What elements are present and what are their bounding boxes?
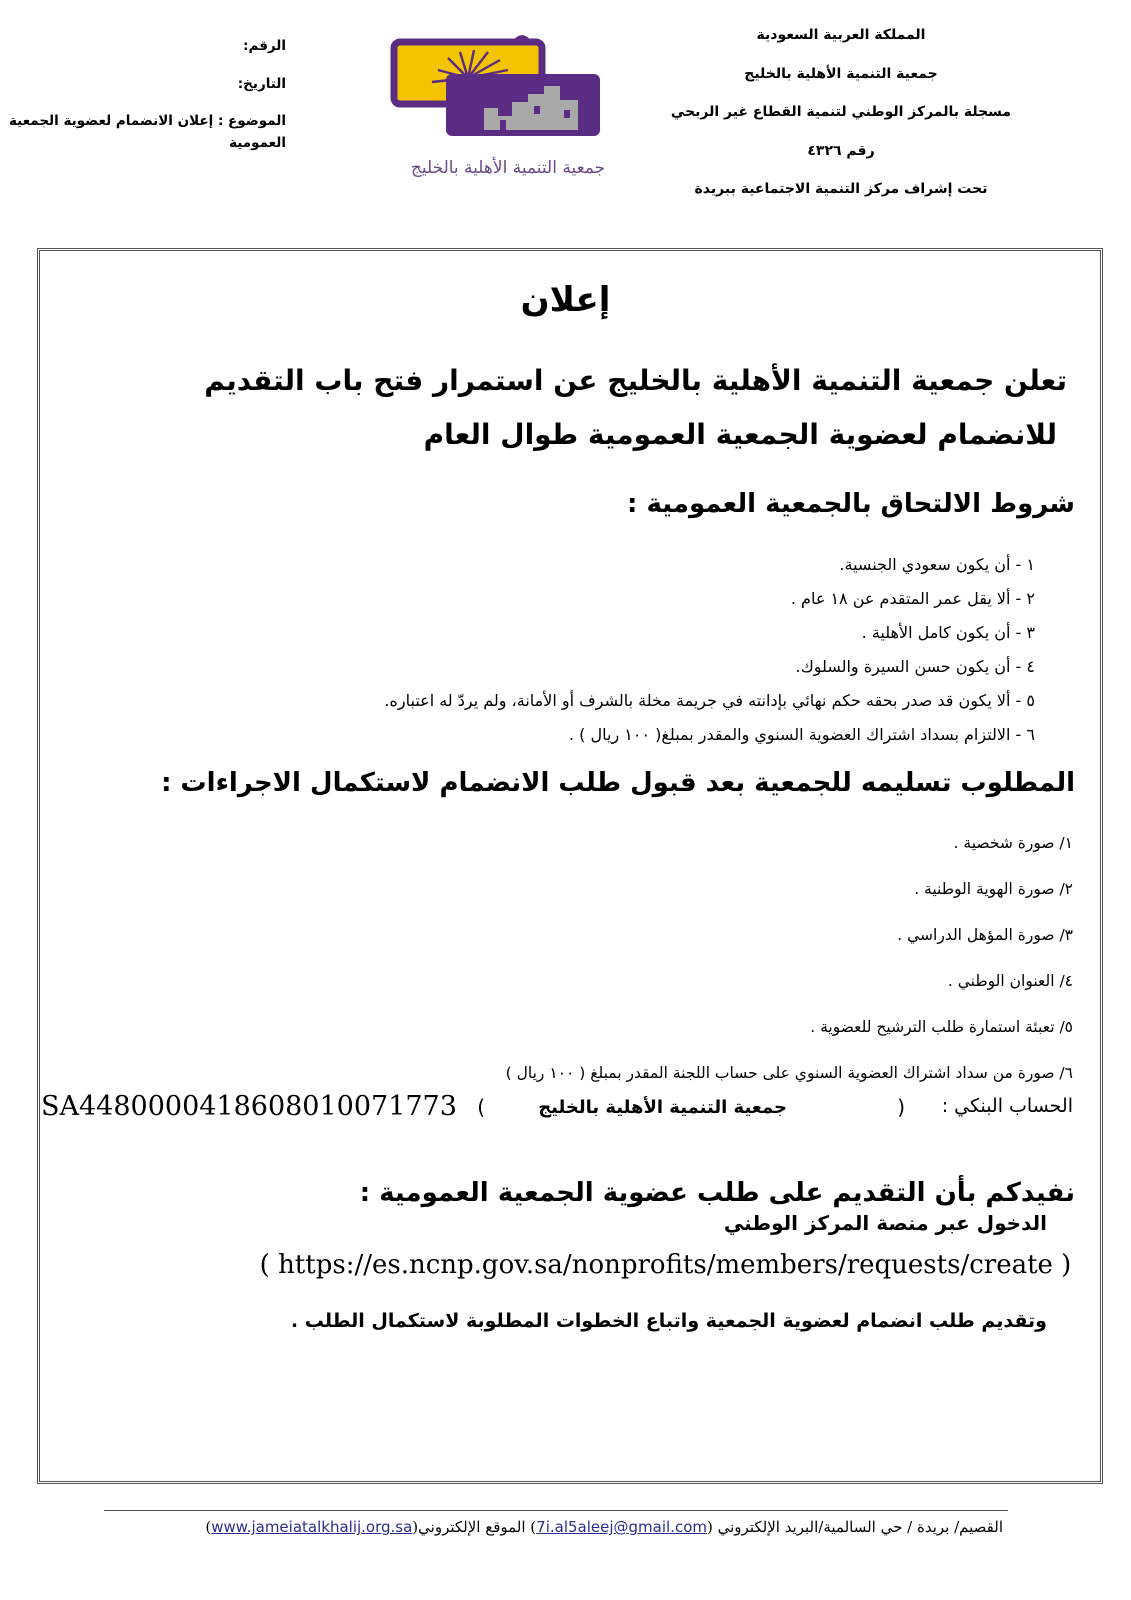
bank-account <box>33 1091 1073 1135</box>
header-line: رقم ٤٣٢٦ <box>807 142 875 159</box>
org-header <box>661 16 1021 209</box>
final-instruction: وتقديم طلب انضمام لعضوية الجمعية واتباع الخطوات المطلوبة لاستكمال الطلب . <box>290 1310 1047 1332</box>
bank-paren-open: ( <box>897 1095 905 1119</box>
requirement-item: ٥/ تعبئة استمارة طلب الترشيح للعضوية . <box>810 1018 1073 1036</box>
header-line: مسجلة بالمركز الوطني لتنمية القطاع غير الربحي <box>670 104 1012 120</box>
header-line: تحت إشراف مركز التنمية الاجتماعية ببريدة <box>694 181 988 197</box>
intro-line: تعلن جمعية التنمية الأهلية بالخليج عن استمرار فتح باب التقديم <box>204 364 1067 397</box>
condition-item: ٣ - أن يكون كامل الأهلية . <box>861 623 1035 642</box>
condition-item: ١ - أن يكون سعودي الجنسية. <box>839 555 1035 574</box>
login-instruction: الدخول عبر منصة المركز الوطني <box>723 1211 1047 1235</box>
condition-item: ٢ - ألا يقل عمر المتقدم عن ١٨ عام . <box>790 589 1035 608</box>
condition-item: ٤ - أن يكون حسن السيرة والسلوك. <box>795 657 1035 676</box>
date-label: التاريخ: <box>237 76 286 92</box>
subject-label: الموضوع : إعلان الانضمام لعضوية الجمعية العمومية <box>8 113 286 151</box>
number-label: الرقم: <box>243 38 286 54</box>
org-logo-icon <box>388 30 628 210</box>
footer-email-link[interactable]: 7i.al5aleej@gmail.com <box>536 1518 707 1536</box>
header-line: المملكة العربية السعودية <box>756 27 926 43</box>
requirement-item: ٢/ صورة الهوية الوطنية . <box>914 880 1073 898</box>
footer-divider <box>104 1510 1008 1511</box>
conditions-heading: شروط الالتحاق بالجمعية العمومية : <box>627 489 1075 519</box>
footer-close: ) <box>205 1518 212 1536</box>
conditions-list <box>135 548 1035 752</box>
document-meta <box>0 38 286 154</box>
bank-label: الحساب البنكي : <box>941 1095 1073 1117</box>
requirement-item: ٦/ صورة من سداد اشتراك العضوية السنوي على حساب اللجنة المقدر بمبلغ ( ١٠٠ ريال ) <box>505 1064 1073 1082</box>
footer-contact <box>23 1518 1003 1536</box>
requirements-list <box>173 828 1073 1104</box>
condition-item: ٥ - ألا يكون قد صدر بحقه حكم نهائي بإدانته في جريمة مخلة بالشرف أو الأمانة، ولم يردّ له اعتباره. <box>384 691 1035 710</box>
logo-caption: جمعية التنمية الأهلية بالخليج <box>410 158 606 178</box>
apply-url-link[interactable]: ( https://es.ncnp.gov.sa/nonprofits/members/requests/create ) <box>259 1250 1072 1280</box>
requirement-item: ٤/ العنوان الوطني . <box>947 972 1073 990</box>
condition-item: ٦ - الالتزام بسداد اشتراك العضوية السنوي والمقدر بمبلغ( ١٠٠ ريال ) . <box>569 725 1035 744</box>
requirements-heading: المطلوب تسليمه للجمعية بعد قبول طلب الانضمام لاستكمال الاجراءات : <box>161 768 1075 798</box>
bank-account-name: جمعية التنمية الأهلية بالخليج <box>538 1097 787 1118</box>
intro-line: للانضمام لعضوية الجمعية العمومية طوال العام <box>423 418 1057 451</box>
requirement-item: ٣/ صورة المؤهل الدراسي . <box>897 926 1073 944</box>
footer-website-link[interactable]: www.jameiatalkhalij.org.sa <box>211 1518 413 1536</box>
bank-iban: SA4480000418608010071773 <box>41 1091 457 1122</box>
footer-website-label: ) الموقع الإلكتروني( <box>412 1518 537 1536</box>
header-line: جمعية التنمية الأهلية بالخليج <box>744 65 938 82</box>
bank-paren-close: ) <box>477 1095 485 1119</box>
footer-address: القصيم/ بريدة / حي السالمية/البريد الإلكتروني ( <box>707 1518 1003 1536</box>
apply-heading: نفيدكم بأن التقديم على طلب عضوية الجمعية العمومية : <box>359 1178 1075 1208</box>
requirement-item: ١/ صورة شخصية . <box>953 834 1073 852</box>
announcement-title: إعلان <box>520 280 611 320</box>
